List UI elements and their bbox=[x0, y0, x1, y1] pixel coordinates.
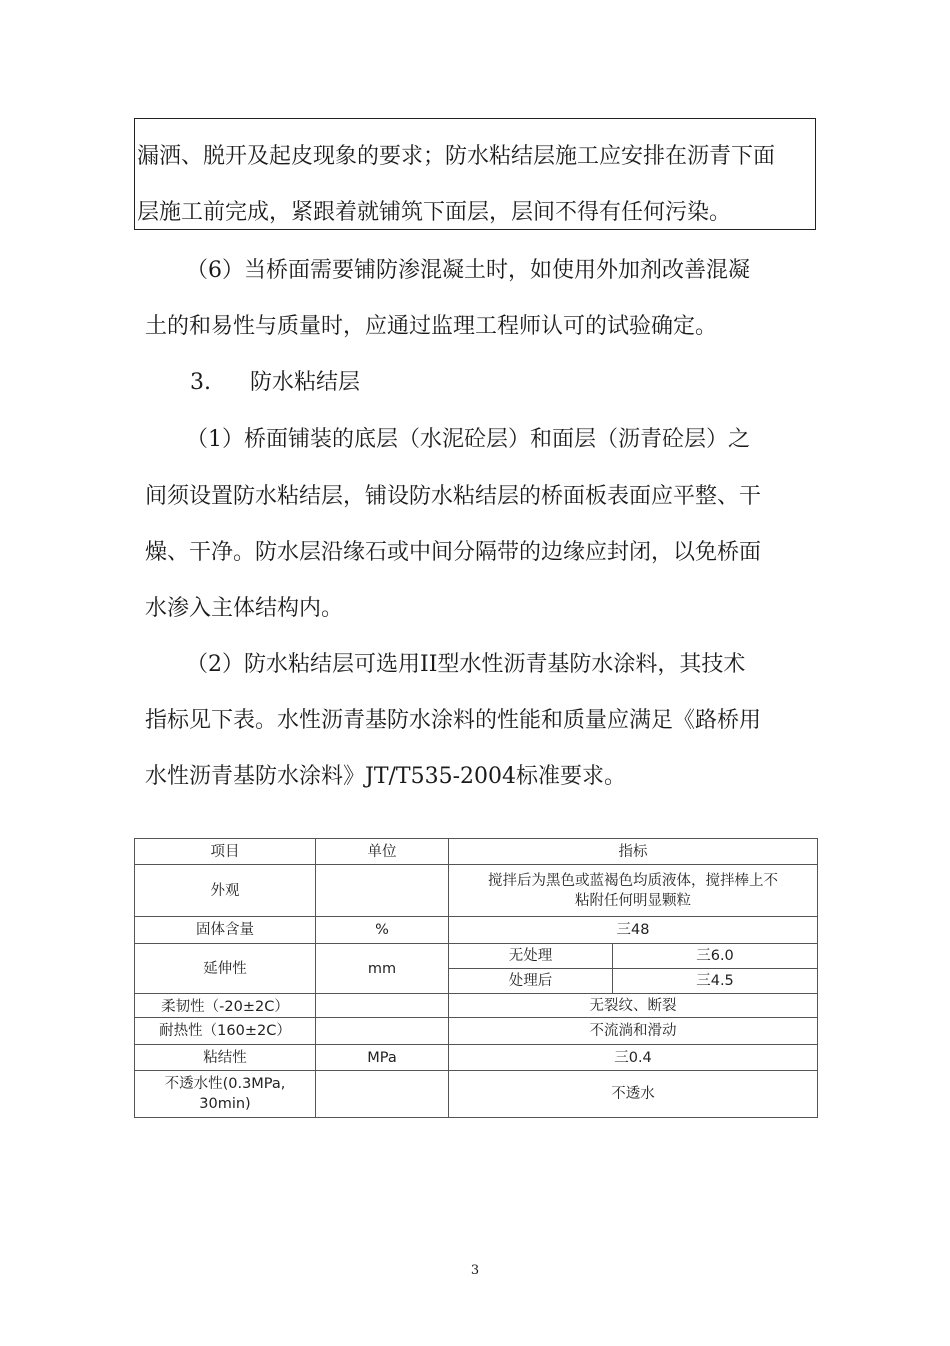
cell-item-text: 柔韧性（- bbox=[161, 999, 225, 1015]
cell-item-line: 30min) bbox=[199, 1096, 251, 1112]
cell-spec: 三4.5 bbox=[613, 969, 818, 994]
header-unit: 单位 bbox=[316, 839, 449, 865]
text-line: 水渗入主体结构内。 bbox=[145, 596, 344, 621]
text-line: 指标见下表。水性沥青基防水涂料的性能和质量应满足《路桥用 bbox=[145, 708, 762, 733]
table-row bbox=[135, 865, 818, 917]
table-row bbox=[135, 1071, 818, 1118]
cell-spec bbox=[449, 865, 818, 917]
cell-item-clipped bbox=[139, 996, 311, 1015]
section-title: 防水粘结层 bbox=[250, 370, 361, 395]
table-row bbox=[135, 1018, 818, 1045]
cell-unit: % bbox=[316, 917, 449, 944]
cell-item: 固体含量 bbox=[135, 917, 316, 944]
header-item: 项目 bbox=[135, 839, 316, 865]
text-line: 土的和易性与质量时，应通过监理工程师认可的试验确定。 bbox=[145, 314, 718, 339]
cell-item: 耐热性（160±2C） bbox=[135, 1018, 316, 1045]
cell-spec: 不流淌和滑动 bbox=[449, 1018, 818, 1045]
table-row bbox=[135, 1045, 818, 1071]
cell-sublabel: 处理后 bbox=[449, 969, 613, 994]
table-row bbox=[135, 944, 818, 969]
section-number: 3. bbox=[190, 370, 211, 395]
page-number: 3 bbox=[470, 1263, 480, 1278]
cell-item: 延伸性 bbox=[135, 944, 316, 994]
cell-spec: 三0.4 bbox=[449, 1045, 818, 1071]
table-row bbox=[135, 994, 818, 1018]
cell-item bbox=[135, 1071, 316, 1118]
cell-spec: 三6.0 bbox=[613, 944, 818, 969]
table-row bbox=[135, 917, 818, 944]
cell-spec: 三48 bbox=[449, 917, 818, 944]
text-line: （6）当桥面需要铺防渗混凝土时，如使用外加剂改善混凝 bbox=[186, 258, 750, 283]
cell-unit bbox=[316, 994, 449, 1018]
cell-item-text-cut: 20±2C） bbox=[224, 999, 289, 1015]
text-line: 间须设置防水粘结层，铺设防水粘结层的桥面板表面应平整、干 bbox=[145, 484, 762, 509]
cell-item: 外观 bbox=[135, 865, 316, 917]
cell-spec-line: 搅拌后为黑色或蓝褐色均质液体，搅拌棒上不 bbox=[488, 872, 778, 889]
text-line: 层施工前完成，紧跟着就铺筑下面层，层间不得有任何污染。 bbox=[137, 200, 732, 225]
text-line: （1）桥面铺装的底层（水泥砼层）和面层（沥青砼层）之 bbox=[186, 427, 750, 452]
cell-unit bbox=[316, 1071, 449, 1118]
table-header-row bbox=[135, 839, 818, 865]
cell-unit bbox=[316, 865, 449, 917]
text-line: 漏洒、脱开及起皮现象的要求；防水粘结层施工应安排在沥青下面 bbox=[137, 144, 776, 169]
cell-spec: 无裂纹、断裂 bbox=[449, 994, 818, 1018]
text-line: （2）防水粘结层可选用II型水性沥青基防水涂料，其技术 bbox=[186, 652, 746, 677]
cell-unit: mm bbox=[316, 944, 449, 994]
text-line: 水性沥青基防水涂料》JT/T535-2004标准要求。 bbox=[145, 764, 626, 789]
spec-table bbox=[134, 838, 818, 1118]
cell-sublabel: 无处理 bbox=[449, 944, 613, 969]
cell-spec-line: 粘附任何明显颗粒 bbox=[575, 892, 691, 909]
cell-unit bbox=[316, 1018, 449, 1045]
cell-item-line: 不透水性(0.3MPa, bbox=[164, 1076, 286, 1092]
header-spec: 指标 bbox=[449, 839, 818, 865]
cell-unit: MPa bbox=[316, 1045, 449, 1071]
cell-item bbox=[135, 994, 316, 1018]
cell-item: 粘结性 bbox=[135, 1045, 316, 1071]
boxed-paragraph bbox=[134, 118, 816, 230]
cell-spec: 不透水 bbox=[449, 1071, 818, 1118]
text-line: 燥、干净。防水层沿缘石或中间分隔带的边缘应封闭，以免桥面 bbox=[145, 540, 762, 565]
